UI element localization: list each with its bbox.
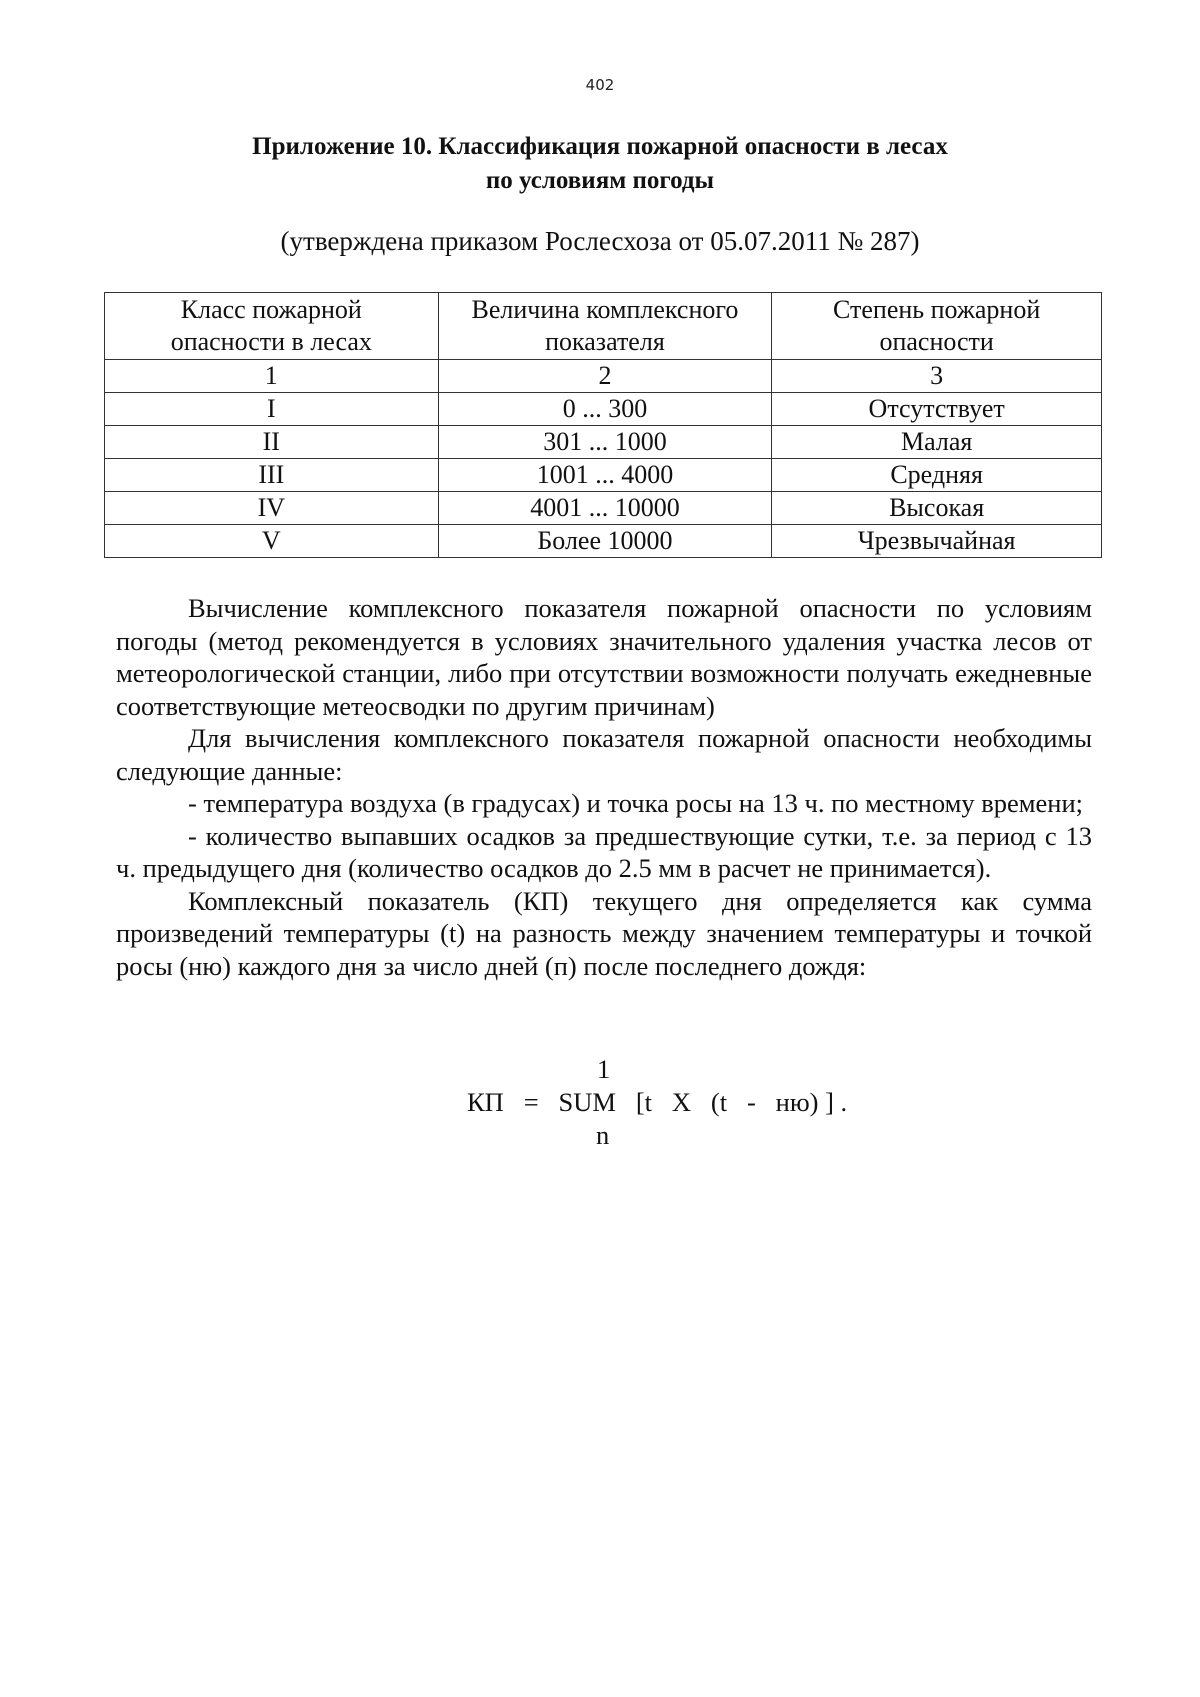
table-cell: 0 ... 300 [438,393,772,426]
table-cell: Малая [772,426,1102,459]
title-line-1: Приложение 10. Классификация пожарной опасности в лесах [252,133,948,160]
formula-expression: КП = SUM [t X (t - ню) ] . [467,1087,848,1117]
column-number: 2 [438,360,772,393]
table-row [105,459,1102,492]
table-cell: Отсутствует [772,393,1102,426]
table-row [105,492,1102,525]
body-text [116,592,1092,982]
formula-lower-limit: n [596,1120,610,1150]
column-number: 1 [105,360,439,393]
header-cell-degree: Степень пожарной опасности [772,293,1102,360]
table-row [105,393,1102,426]
table-cell: II [105,426,439,459]
appendix-title [100,130,1100,198]
table-cell: 1001 ... 4000 [438,459,772,492]
table-cell: Средняя [772,459,1102,492]
header-cell-index: Величина комплексного показателя [438,293,772,360]
table-cell: I [105,393,439,426]
paragraph: Вычисление комплексного показателя пожарной опасности по условиям погоды (метод рекомендуется в условиях значительного удаления участка лесов от метеорологической станции, либо при отсутствии возможности получать ежедневные соответствующие метеосводки по другим причинам) [116,593,1092,721]
table-cell: IV [105,492,439,525]
table-cell: III [105,459,439,492]
formula-upper-limit: 1 [597,1054,611,1084]
column-number-row [105,360,1102,393]
table-cell: 301 ... 1000 [438,426,772,459]
table-row [105,426,1102,459]
title-line-2: по условиям погоды [485,167,715,194]
paragraph: - температура воздуха (в градусах) и точка росы на 13 ч. по местному времени; [188,788,1084,818]
paragraph: Для вычисления комплексного показателя пожарной опасности необходимы следующие данные: [116,723,1092,786]
table-header-row [105,293,1102,360]
header-cell-class: Класс пожарной опасности в лесах [105,293,439,360]
table-cell: V [105,525,439,558]
page-number: 402 [585,76,615,94]
paragraph: - количество выпавших осадков за предшествующие сутки, т.е. за период с 13 ч. предыдущего дня (количество осадков до 2.5 мм в расчет не принимается). [116,820,1092,883]
table-cell: Более 10000 [438,525,772,558]
fire-danger-class-table [104,292,1102,558]
table-cell: Чрезвычайная [772,525,1102,558]
paragraph: Комплексный показатель (КП) текущего дня определяется как сумма произведений температуры (t) на разность между значением температуры и точкой росы (ню) каждого дня за число дней (п) после последнего дождя: [116,885,1092,981]
table-cell: 4001 ... 10000 [438,492,772,525]
table-row [105,525,1102,558]
table-cell: Высокая [772,492,1102,525]
column-number: 3 [772,360,1102,393]
approval-note: (утверждена приказом Рослесхоза от 05.07.2011 № 287) [280,226,920,256]
